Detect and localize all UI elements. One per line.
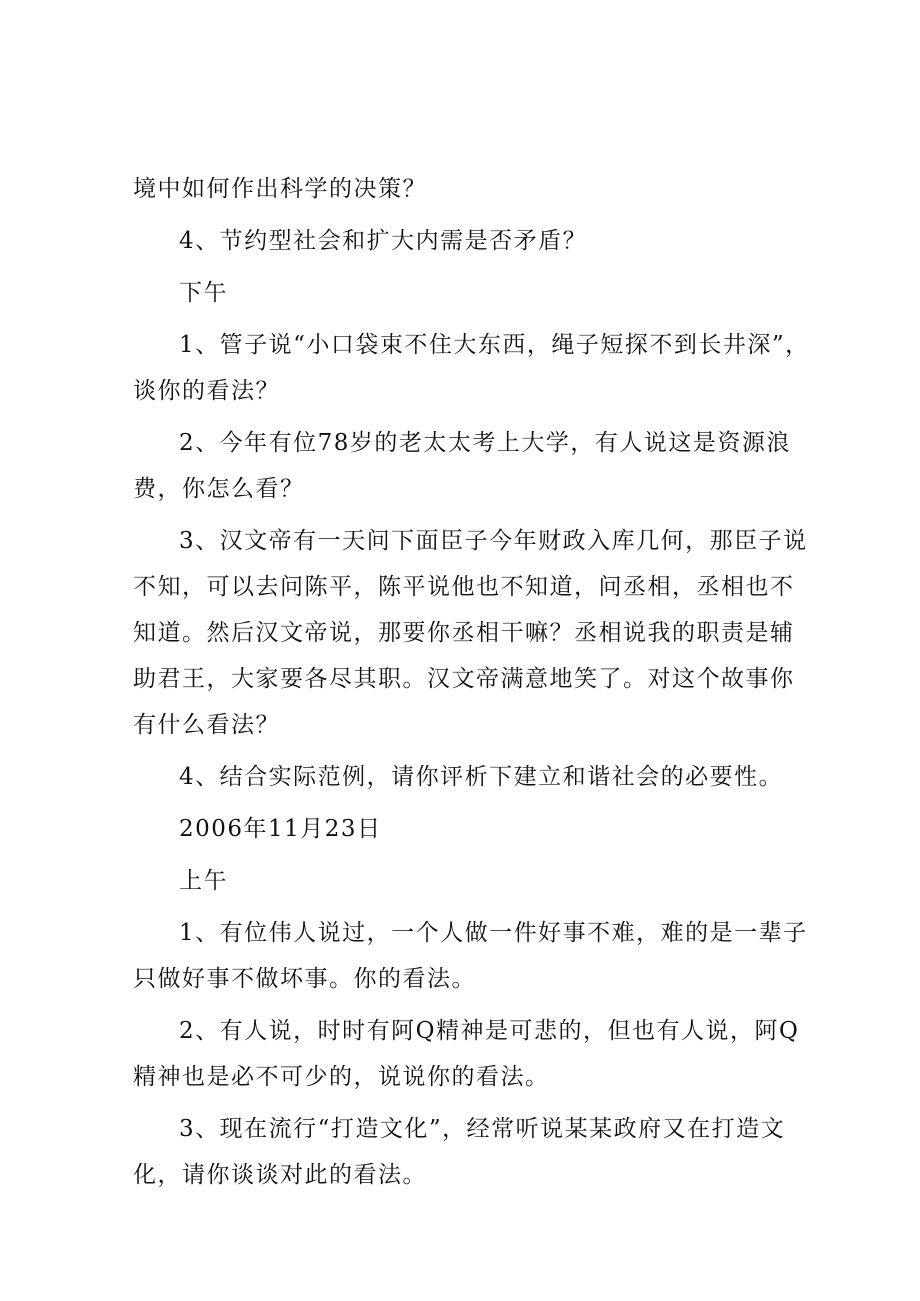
question-item: 2、有人说，时时有阿Q精神是可悲的，但也有人说，阿Q精神也是必不可少的，说说你的看法。	[133, 1018, 800, 1090]
question-item: 1、有位伟人说过，一个人做一件好事不难，难的是一辈子只做好事不做坏事。你的看法。	[133, 920, 808, 992]
question-item: 2、今年有位78岁的老太太考上大学，有人说这是资源浪费，你怎么看？	[133, 430, 791, 502]
question-item: 1、管子说“小口袋束不住大东西，绳子短探不到长井深”，谈你的看法？	[133, 332, 810, 404]
question-item: 4、节约型社会和扩大内需是否矛盾？	[179, 228, 588, 254]
question-item: 3、汉文帝有一天问下面臣子今年财政入库几何，那臣子说不知，可以去问陈平，陈平说他也不知道，问丞相，丞相也不知道。然后汉文帝说，那要你丞相干嘛？丞相说我的职责是辅助君王，大家要各尽其职。汉文帝满意地笑了。对这个故事你有什么看法？	[133, 528, 808, 738]
document-body	[133, 166, 813, 1204]
question-item: 3、现在流行“打造文化”，经常听说某某政府又在打造文化，请你谈谈对此的看法。	[133, 1116, 786, 1188]
date-heading: 2006年11月23日	[179, 816, 382, 842]
paragraph-continuation: 境中如何作出科学的决策？	[133, 176, 427, 202]
section-heading-afternoon: 下午	[179, 280, 228, 306]
section-heading-morning: 上午	[179, 868, 228, 894]
question-item: 4、结合实际范例，请你评析下建立和谐社会的必要性。	[179, 764, 784, 790]
